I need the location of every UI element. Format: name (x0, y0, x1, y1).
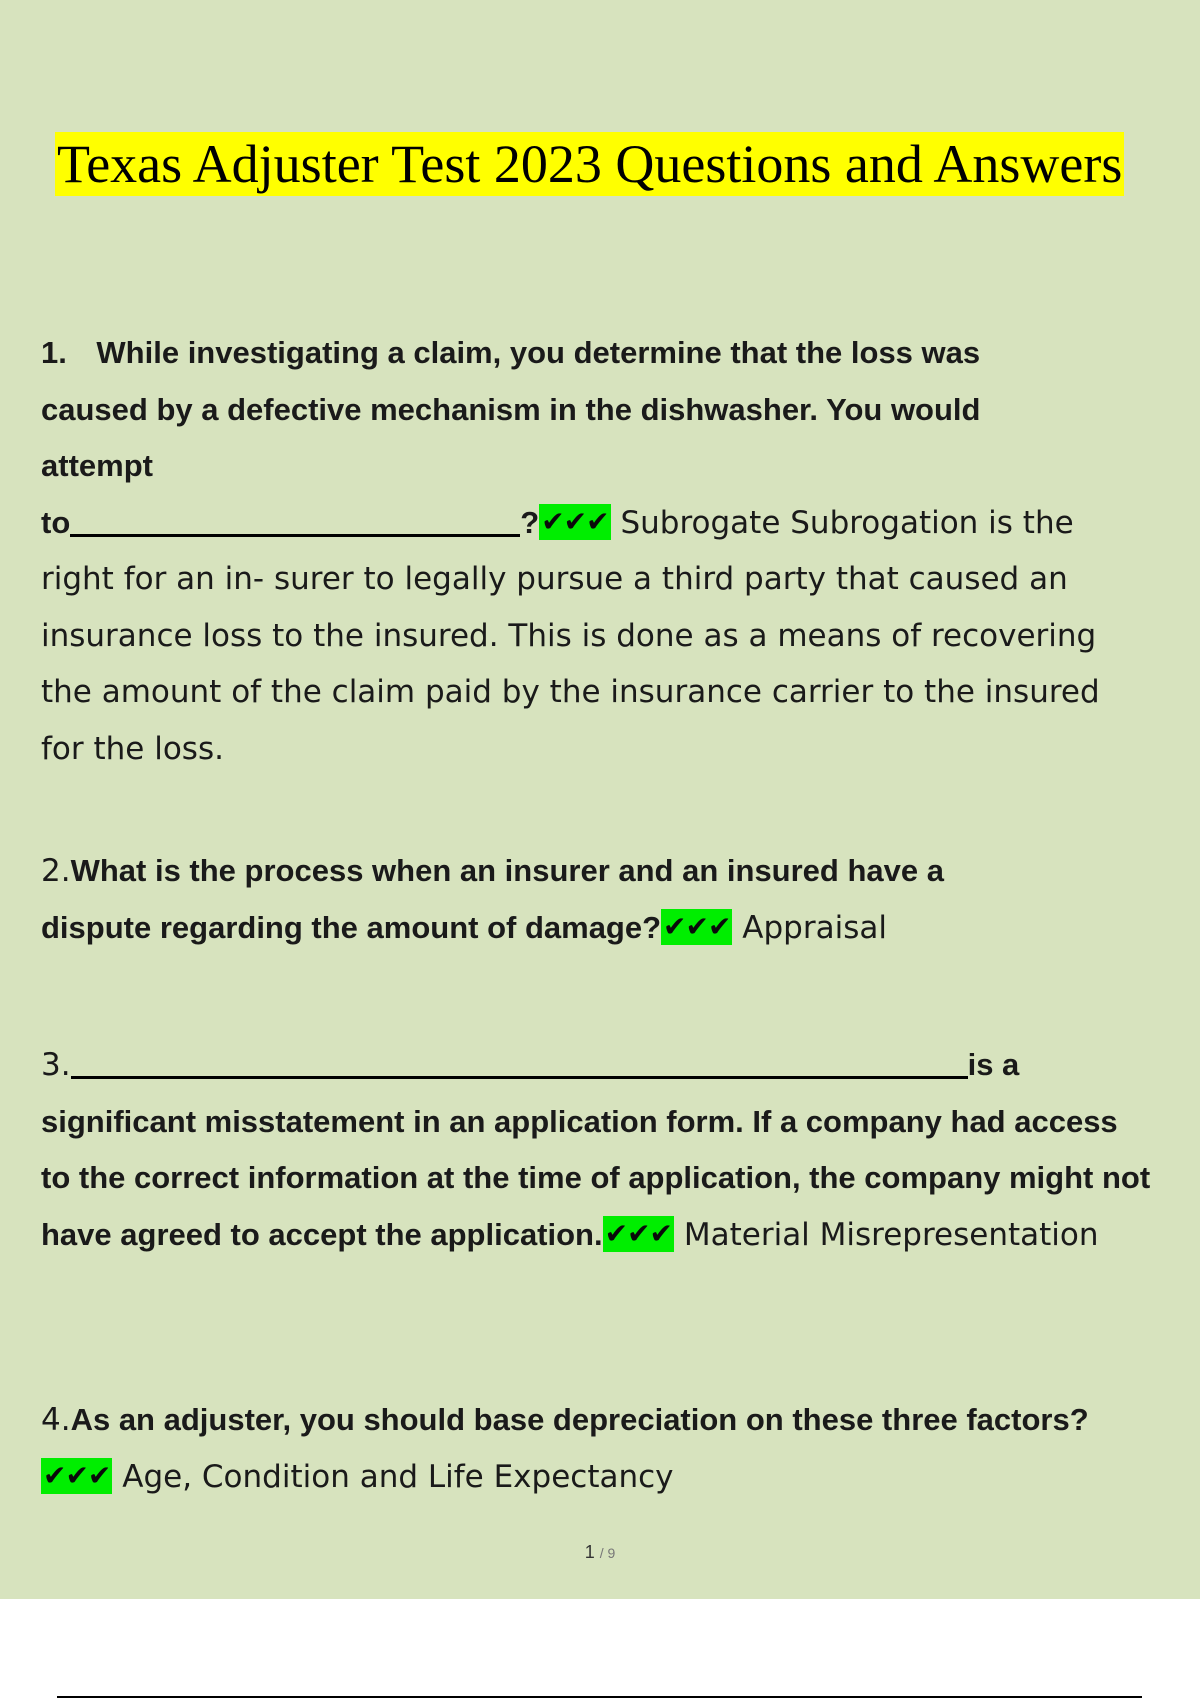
question-1-mark: ? (520, 504, 540, 540)
check-mark-icon: ✔✔✔ (541, 504, 609, 538)
question-1-number: 1. (41, 335, 67, 370)
question-2-text-line-2: dispute regarding the amount of damage? (41, 909, 662, 945)
question-1-text-line-1: While investigating a claim, you determine that the loss was (96, 335, 981, 370)
answer-4: Age, Condition and Life Expectancy (122, 1458, 674, 1495)
answer-3: Material Misrepresentation (683, 1216, 1099, 1253)
title-wrap (55, 132, 1124, 196)
question-3-after-blank: is a (967, 1047, 1020, 1082)
question-3-text-line-2: to the correct information at the time of application, the company might not (41, 1160, 1151, 1195)
question-4-number: 4. (41, 1402, 71, 1438)
question-1 (41, 325, 1191, 777)
question-2-text-line-1: What is the process when an insurer and an insured have a (70, 853, 944, 888)
question-1-text-line-2: caused by a defective mechanism in the dishwasher. You would (41, 391, 981, 427)
document-title: Texas Adjuster Test 2023 Questions and Answers (57, 134, 1123, 194)
answer-1-line-1: Subrogate Subrogation is the (620, 504, 1074, 541)
question-2 (41, 843, 1191, 956)
answer-blank (71, 1045, 968, 1079)
question-3 (41, 1037, 1191, 1263)
question-1-line-1 (41, 325, 1191, 382)
question-3-text-line-1: significant misstatement in an application form. If a company had access (41, 1103, 1118, 1139)
question-1-text-line-3: attempt (41, 448, 153, 483)
answer-2: Appraisal (742, 909, 887, 946)
question-4 (41, 1392, 1191, 1505)
answer-1-line-4: the amount of the claim paid by the insurance carrier to the insured (41, 674, 1100, 710)
answer-1-line-3: insurance loss to the insured. This is done as a means of recovering (41, 617, 1097, 654)
question-2-number: 2. (41, 853, 71, 889)
question-3-text-line-3: have agreed to accept the application. (41, 1216, 603, 1252)
next-page-divider (57, 1696, 1142, 1698)
total-pages: / 9 (599, 1545, 616, 1561)
check-mark-icon: ✔✔✔ (604, 1216, 672, 1250)
answer-blank (70, 503, 520, 537)
question-1-blank-line (41, 495, 1191, 552)
question-1-text-line-4: to (41, 504, 71, 540)
page-indicator (0, 1542, 1200, 1563)
check-mark-icon: ✔✔✔ (663, 909, 731, 943)
question-4-text-line-1: As an adjuster, you should base depreciation on these three factors? (70, 1402, 1089, 1437)
answer-1-line-5: for the loss. (41, 730, 224, 767)
check-mark-icon: ✔✔✔ (43, 1458, 111, 1492)
answer-1-line-2: right for an in- surer to legally pursue a third party that caused an (41, 561, 1068, 597)
question-3-number: 3. (41, 1047, 71, 1083)
current-page: 1 (584, 1542, 595, 1562)
